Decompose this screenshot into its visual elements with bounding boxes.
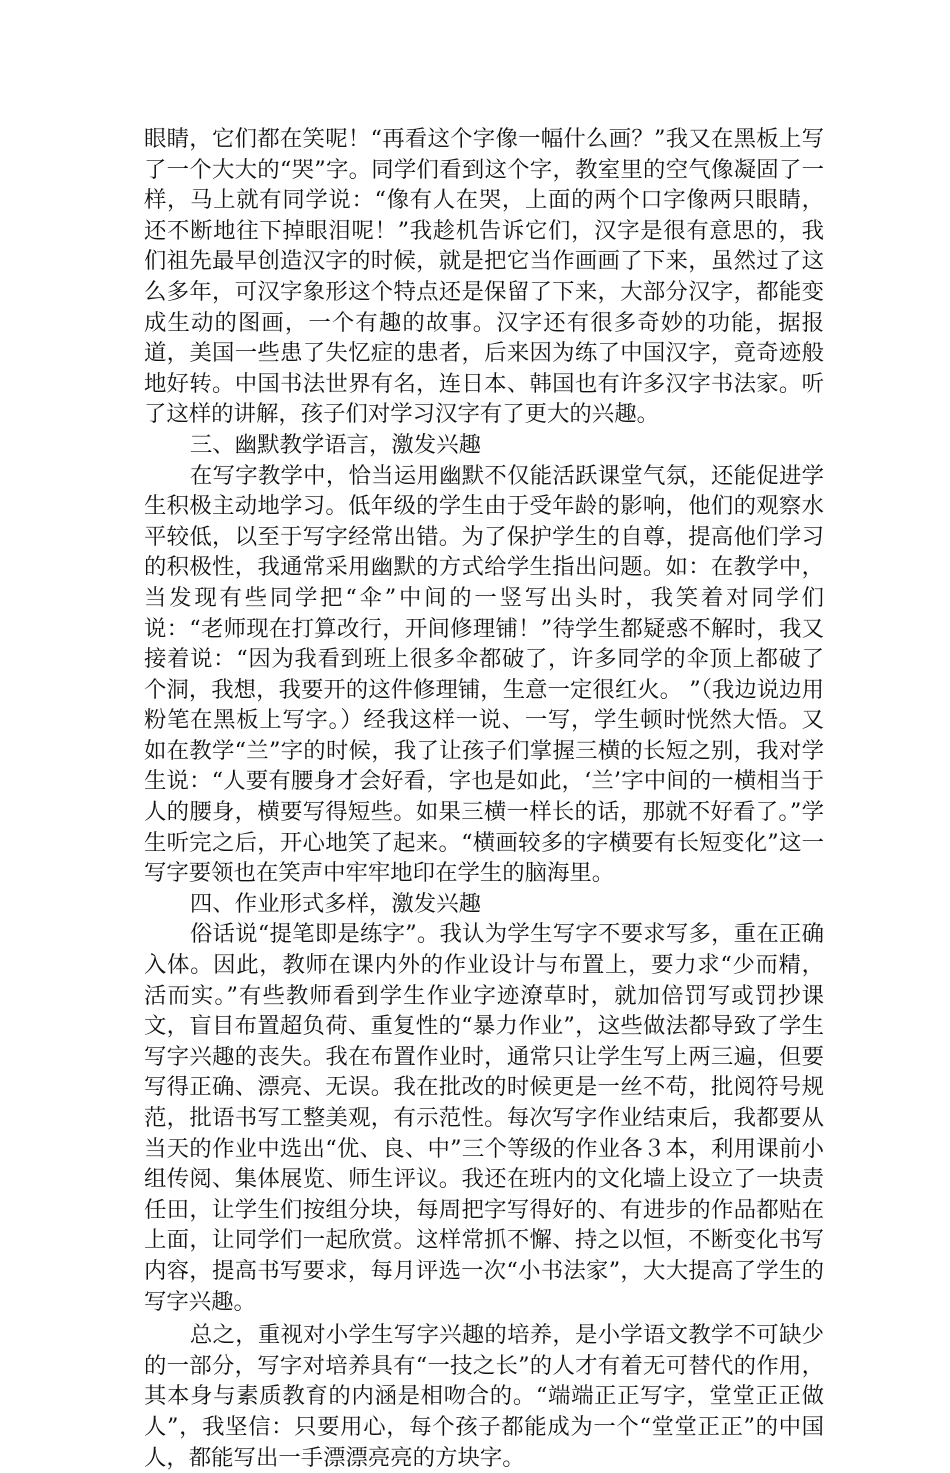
paragraph-conclusion: 总之，重视对小学生写字兴趣的培养，是小学语文教学不可缺少的一部分，写字对培养具有“一技之长”的人才有着无可替代的作用，其本身与素质教育的内涵是相吻合的。“端端正正写字，堂堂正正做人”，我坚信：只要用心，每个孩子都能成为一个“堂堂正正”的中国人，都能写出一手漂漂亮亮的方块字。 xyxy=(144,1322,824,1471)
section-heading-4: 四、作业形式多样，激发兴趣 xyxy=(189,890,481,917)
paragraph-homework: 俗话说“提笔即是练字”。我认为学生写字不要求写多，重在正确入体。因此，教师在课内外的作业设计与布置上，要力求“少而精，活而实。”有些教师看到学生作业字迹潦草时，就加倍罚写或罚抄课文，盲目布置超负荷、重复性的“暴力作业”，这些做法都导致了学生写字兴趣的丧失。我在布置作业时，通常只让学生写上两三遍，但要写得正确、漂亮、无误。我在批改的时候更是一丝不苟，批阅符号规范，批语书写工整美观，有示范性。每次写字作业结束后，我都要从当天的作业中选出“优、良、中”三个等级的作业各３本，利用课前小组传阅、集体展览、师生评议。我还在班内的文化墙上设立了一块责任田，让学生们按组分块，每周把字写得好的、有进步的作品都贴在上面，让同学们一起欣赏。这样常抓不懈、持之以恒，不断变化书写内容，提高书写要求，每月评选一次“小书法家”，大大提高了学生的写字兴趣。 xyxy=(144,921,824,1315)
paragraph-continued: 眼睛，它们都在笑呢！“再看这个字像一幅什么画？”我又在黑板上写了一个大大的“哭”字。同学们看到这个字，教室里的空气像凝固了一样，马上就有同学说：“像有人在哭，上面的两个口字像两只眼睛，还不断地往下掉眼泪呢！”我趁机告诉它们，汉字是很有意思的，我们祖先最早创造汉字的时候，就是把它当作画画了下来，虽然过了这么多年，可汉字象形这个特点还是保留了下来，大部分汉字，都能变成生动的图画，一个有趣的故事。汉字还有很多奇妙的功能，据报道，美国一些患了失忆症的患者，后来因为练了中国汉字，竟奇迹般地好转。中国书法世界有名，连日本、韩国也有许多汉字书法家。听了这样的讲解，孩子们对学习汉字有了更大的兴趣。 xyxy=(144,126,824,428)
section-heading-3: 三、幽默教学语言，激发兴趣 xyxy=(189,431,481,458)
document-body xyxy=(144,124,824,1473)
paragraph-humor: 在写字教学中，恰当运用幽默不仅能活跃课堂气氛，还能促进学生积极主动地学习。低年级的学生由于受年龄的影响，他们的观察水平较低，以至于写字经常出错。为了保护学生的自尊，提高他们学习的积极性，我通常采用幽默的方式给学生指出问题。如：在教学中，当发现有些同学把“伞”中间的一竖写出头时，我笑着对同学们说：“老师现在打算改行，开间修理铺！”待学生都疑惑不解时，我又接着说：“因为我看到班上很多伞都破了，许多同学的伞顶上都破了个洞，我想，我要开的这件修理铺，生意一定很红火。 ”（我边说边用粉笔在黑板上写字。）经我这样一说、一写，学生顿时恍然大悟。又如在教学“兰”字的时候，我了让孩子们掌握三横的长短之别，我对学生说：“人要有腰身才会好看，字也是如此，‘兰’字中间的一横相当于人的腰身，横要写得短些。如果三横一样长的话，那就不好看了。”学生听完之后，开心地笑了起来。“横画较多的字横要有长短变化”这一写字要领也在笑声中牢牢地印在学生的脑海里。 xyxy=(144,462,824,887)
